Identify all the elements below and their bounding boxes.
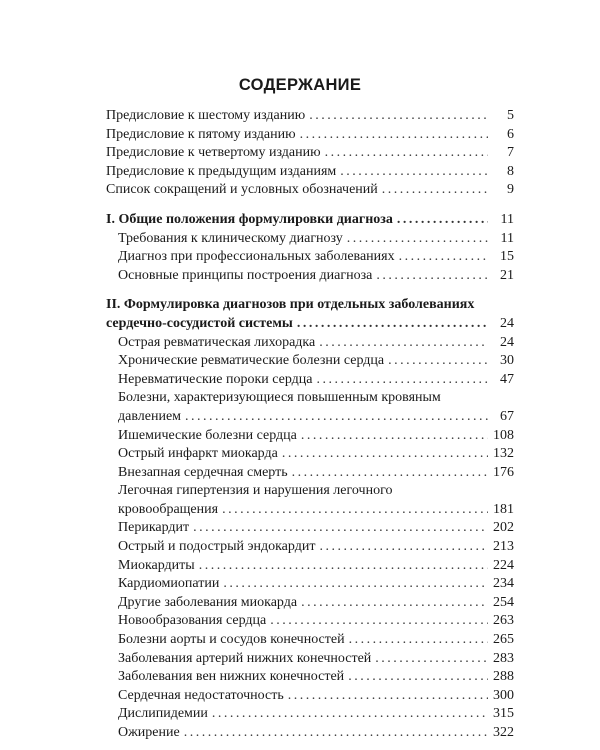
- leader-dots: [222, 501, 488, 520]
- leader-dots: [347, 230, 488, 249]
- toc-section-2-heading-line1[interactable]: II. Формулировка диагнозов при отдельных заболеваниях: [106, 297, 475, 313]
- leader-dots: [397, 211, 488, 230]
- leader-dots: [282, 445, 488, 464]
- toc-entry-label: Предисловие к предыдущим изданиям: [106, 163, 337, 179]
- toc-entry[interactable]: [106, 464, 514, 483]
- toc-page-number: 234: [493, 576, 514, 592]
- leader-dots: [317, 371, 489, 390]
- toc-entry-label: Ожирение: [118, 725, 180, 740]
- toc-page-number: 254: [493, 594, 514, 610]
- toc-section-1-heading[interactable]: [106, 211, 514, 230]
- leader-dots: [270, 612, 488, 631]
- toc-entry[interactable]: [106, 687, 514, 706]
- leader-dots: [382, 181, 488, 200]
- toc-entry-label: Заболевания вен нижних конечностей: [118, 669, 345, 685]
- toc-entry-label: Внезапная сердечная смерть: [118, 464, 288, 480]
- toc-entry-label: Диагноз при профессиональных заболеваниях: [118, 249, 395, 265]
- toc-page-number: 7: [507, 145, 514, 161]
- toc-page-number: 283: [493, 650, 514, 666]
- toc-entry-label: Неревматические пороки сердца: [118, 371, 313, 387]
- toc-page-number: 11: [500, 230, 514, 246]
- toc-entry[interactable]: [106, 724, 514, 743]
- leader-dots: [349, 631, 488, 650]
- section-heading-label: сердечно-сосудистой системы: [106, 315, 293, 331]
- toc-entry-label: Предисловие к шестому изданию: [106, 108, 306, 123]
- leader-dots: [376, 267, 488, 286]
- toc-entry-label: Дислипидемии: [118, 706, 208, 722]
- toc-section-2-heading[interactable]: [106, 315, 514, 334]
- toc-entry-label: Ишемические болезни сердца: [118, 427, 297, 443]
- toc-page-number: 47: [500, 371, 514, 387]
- toc-entry[interactable]: [106, 445, 514, 464]
- leader-dots: [325, 144, 488, 163]
- toc-entry-abbreviations[interactable]: [106, 181, 514, 200]
- toc-entry[interactable]: [106, 668, 514, 687]
- toc-entry[interactable]: [106, 575, 514, 594]
- toc-entry[interactable]: [106, 427, 514, 446]
- toc-entry-label: Кардиомиопатии: [118, 576, 220, 592]
- section-gap: [106, 285, 514, 296]
- leader-dots: [399, 248, 488, 267]
- toc-entry[interactable]: [106, 501, 514, 520]
- leader-dots: [212, 705, 488, 724]
- toc-page-number: 15: [500, 249, 514, 265]
- toc-entry[interactable]: [106, 650, 514, 669]
- toc-page-number: 30: [500, 353, 514, 369]
- toc-entry-label: Болезни аорты и сосудов конечностей: [118, 632, 345, 648]
- toc-entry-label: Требования к клиническому диагнозу: [118, 230, 343, 246]
- toc-entry[interactable]: [106, 631, 514, 650]
- toc-entry[interactable]: [106, 612, 514, 631]
- toc-page-number: 263: [493, 613, 514, 629]
- toc-page-number: 322: [493, 725, 514, 740]
- section-gap: [106, 200, 514, 211]
- toc-page-number: 11: [500, 211, 514, 227]
- leader-dots: [301, 594, 488, 613]
- toc-page-number: 9: [507, 182, 514, 198]
- toc-entry[interactable]: [106, 408, 514, 427]
- leader-dots: [184, 724, 488, 743]
- toc-page-number: 5: [507, 108, 514, 123]
- toc-entry[interactable]: [106, 705, 514, 724]
- toc-page-number: 6: [507, 126, 514, 142]
- toc-entry-label: Острая ревматическая лихорадка: [118, 334, 316, 350]
- toc-entry-label: Основные принципы построения диагноза: [118, 267, 373, 283]
- leader-dots: [375, 650, 488, 669]
- leader-dots: [297, 315, 488, 334]
- toc-entry-line1[interactable]: Болезни, характеризующиеся повышенным кровяным: [118, 390, 441, 406]
- leader-dots: [288, 687, 488, 706]
- toc-entry-label: кровообращения: [118, 501, 219, 517]
- toc-page-number: 24: [500, 315, 514, 331]
- leader-dots: [300, 126, 488, 145]
- toc-entry-label: Список сокращений и условных обозначений: [106, 182, 378, 198]
- toc-page-number: 8: [507, 163, 514, 179]
- section-heading-label: I. Общие положения формулировки диагноза: [106, 211, 393, 227]
- toc-page-number: 176: [493, 464, 514, 480]
- leader-dots: [301, 427, 488, 446]
- leader-dots: [340, 163, 488, 182]
- leader-dots: [388, 352, 488, 371]
- leader-dots: [223, 575, 488, 594]
- toc-entry-label: Заболевания артерий нижних конечностей: [118, 650, 372, 666]
- toc-page-number: 213: [493, 539, 514, 555]
- table-of-contents: [106, 107, 514, 743]
- toc-entry-label: Предисловие к пятому изданию: [106, 126, 296, 142]
- toc-entry[interactable]: [106, 594, 514, 613]
- toc-entry-label: Хронические ревматические болезни сердца: [118, 353, 385, 369]
- toc-entry-preface-4[interactable]: [106, 144, 514, 163]
- toc-entry[interactable]: [106, 334, 514, 353]
- toc-entry-label: Другие заболевания миокарда: [118, 594, 298, 610]
- toc-entry[interactable]: [106, 248, 514, 267]
- toc-entry[interactable]: [106, 538, 514, 557]
- toc-page-number: 67: [500, 408, 514, 424]
- toc-page-number: 21: [500, 267, 514, 283]
- toc-entry-label: Сердечная недостаточность: [118, 687, 284, 703]
- leader-dots: [319, 334, 488, 353]
- leader-dots: [185, 408, 488, 427]
- toc-entry-preface-5[interactable]: [106, 126, 514, 145]
- toc-entry[interactable]: [106, 352, 514, 371]
- toc-entry[interactable]: [106, 557, 514, 576]
- toc-entry-label: Предисловие к четвертому изданию: [106, 145, 321, 161]
- toc-page-number: 300: [493, 687, 514, 703]
- toc-page-number: 181: [493, 501, 514, 517]
- toc-entry-label: Острый и подострый эндокардит: [118, 539, 316, 555]
- toc-entry-line1[interactable]: Легочная гипертензия и нарушения легочного: [118, 483, 393, 499]
- toc-entry-label: Перикардит: [118, 520, 190, 536]
- toc-entry[interactable]: [106, 371, 514, 390]
- toc-page-number: 24: [500, 334, 514, 350]
- toc-page-number: 132: [493, 446, 514, 462]
- toc-entry-preface-previous[interactable]: [106, 163, 514, 182]
- leader-dots: [319, 538, 488, 557]
- leader-dots: [292, 464, 488, 483]
- leader-dots: [348, 668, 488, 687]
- toc-entry[interactable]: [106, 230, 514, 249]
- toc-entry-preface-6[interactable]: [106, 107, 514, 126]
- toc-page-number: 224: [493, 557, 514, 573]
- toc-page-number: 288: [493, 669, 514, 685]
- toc-entry-label: Миокардиты: [118, 557, 195, 573]
- toc-entry-label: давлением: [118, 408, 182, 424]
- page-title: СОДЕРЖАНИЕ: [238, 76, 362, 94]
- toc-page-number: 108: [493, 427, 514, 443]
- leader-dots: [309, 107, 488, 126]
- toc-entry[interactable]: [106, 519, 514, 538]
- toc-entry-label: Новообразования сердца: [118, 613, 267, 629]
- toc-page-number: 315: [493, 706, 514, 722]
- toc-entry[interactable]: [106, 267, 514, 286]
- toc-page-number: 202: [493, 520, 514, 536]
- leader-dots: [199, 557, 488, 576]
- toc-entry-label: Острый инфаркт миокарда: [118, 446, 278, 462]
- toc-page-number: 265: [493, 632, 514, 648]
- leader-dots: [193, 519, 488, 538]
